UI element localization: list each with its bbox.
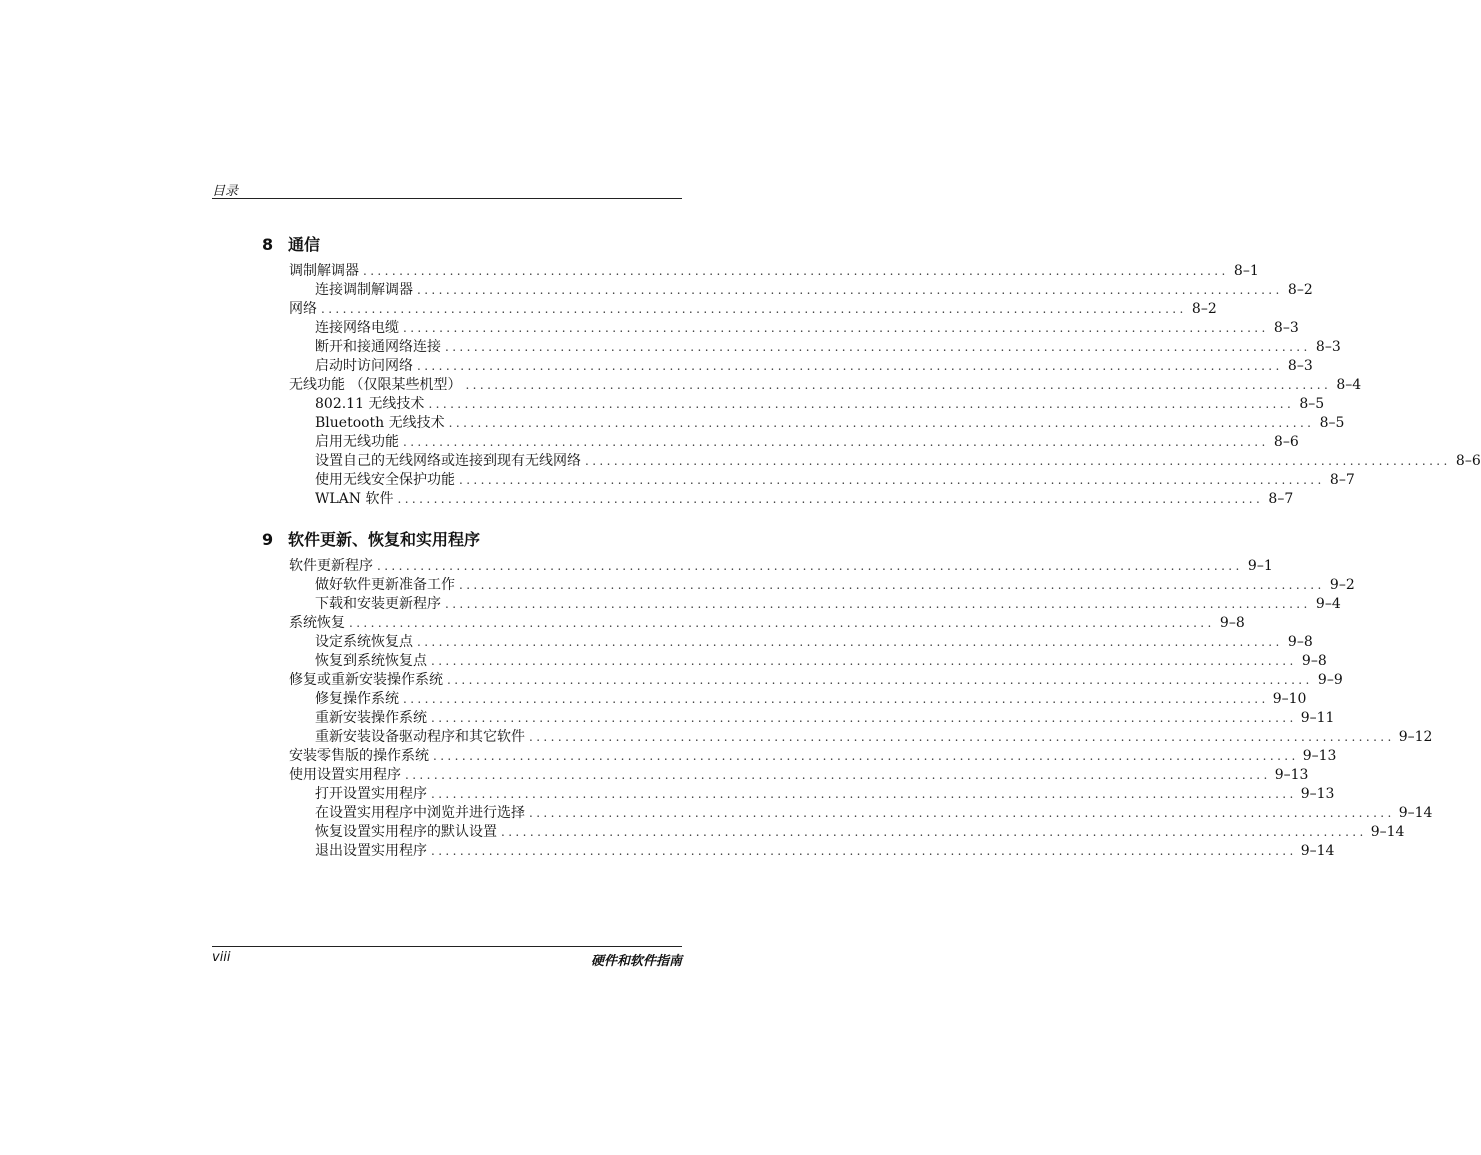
dot-leader: ........................................................................................................................ <box>529 806 1395 820</box>
toc-entry[interactable] <box>289 319 1299 338</box>
dot-leader: ........................................................................................................................ <box>363 264 1229 278</box>
toc-entry-page: 9–2 <box>1329 577 1355 593</box>
dot-leader: ........................................................................................................................ <box>501 825 1367 839</box>
header-divider <box>212 198 682 199</box>
footer-divider <box>212 946 682 947</box>
toc-entry-page: 9–9 <box>1317 672 1343 688</box>
chapter-title: 软件更新、恢复和实用程序 <box>288 530 481 549</box>
toc-entry[interactable] <box>289 262 1259 281</box>
chapter-title: 通信 <box>288 235 321 254</box>
toc-entry-title: 使用无线安全保护功能 <box>315 472 455 488</box>
toc-entry-title: 网络 <box>289 301 317 317</box>
toc-entry-page: 8–3 <box>1287 358 1313 374</box>
dot-leader: ........................................................................................................................ <box>403 321 1269 335</box>
toc-entry[interactable] <box>289 766 1309 785</box>
toc-entry[interactable] <box>289 576 1355 595</box>
toc-entry-page: 9–10 <box>1272 691 1307 707</box>
toc-entry[interactable] <box>289 357 1313 376</box>
toc-entry-page: 9–8 <box>1287 634 1313 650</box>
toc-entry[interactable] <box>289 433 1299 452</box>
toc-entry-title: Bluetooth 无线技术 <box>315 415 445 431</box>
toc-entry-title: WLAN 软件 <box>315 491 394 507</box>
toc-entry-page: 8–5 <box>1299 396 1325 412</box>
toc-entry-title: 重新安装操作系统 <box>315 710 427 726</box>
toc-entry[interactable] <box>289 414 1345 433</box>
toc-entry-page: 8–7 <box>1268 491 1294 507</box>
toc-entry-page: 8–6 <box>1273 434 1299 450</box>
dot-leader: ........................................................................................................................ <box>405 768 1271 782</box>
dot-leader: ........................................................................................................................ <box>321 302 1187 316</box>
toc-entry-title: 连接网络电缆 <box>315 320 399 336</box>
dot-leader: ........................................................................................................................ <box>428 397 1295 411</box>
toc-entry-page: 9–8 <box>1301 653 1327 669</box>
toc-entry-page: 8–4 <box>1336 377 1362 393</box>
toc-entry-page: 9–4 <box>1315 596 1341 612</box>
dot-leader: ........................................................................................................................ <box>459 473 1325 487</box>
toc-entry-page: 8–1 <box>1233 263 1259 279</box>
toc-entry-title: 无线功能 （仅限某些机型） <box>289 377 462 393</box>
dot-leader: ........................................................................................................................ <box>431 844 1297 858</box>
toc-entry-title: 调制解调器 <box>289 263 359 279</box>
toc-entry-title: 断开和接通网络连接 <box>315 339 441 355</box>
toc-entry[interactable] <box>289 614 1245 633</box>
toc-entry[interactable] <box>289 728 1433 747</box>
toc-entry-page: 8–5 <box>1319 415 1345 431</box>
toc-entry-page: 9–13 <box>1302 748 1337 764</box>
toc-entry[interactable] <box>289 281 1313 300</box>
toc-entry-title: 退出设置实用程序 <box>315 843 427 859</box>
toc-entry-title: 启用无线功能 <box>315 434 399 450</box>
toc-entry-title: 使用设置实用程序 <box>289 767 401 783</box>
dot-leader: ........................................................................................................................ <box>403 692 1269 706</box>
toc-entry-page: 9–12 <box>1398 729 1433 745</box>
toc-entry-page: 8–3 <box>1273 320 1299 336</box>
toc-entry[interactable] <box>289 709 1335 728</box>
dot-leader: ........................................................................................................................ <box>448 416 1315 430</box>
toc-entry-title: 设定系统恢复点 <box>315 634 413 650</box>
dot-leader: ........................................................................................................................ <box>403 435 1269 449</box>
dot-leader: ........................................................................................................................ <box>431 711 1297 725</box>
toc-entry-title: 恢复设置实用程序的默认设置 <box>315 824 497 840</box>
toc-entry[interactable] <box>289 300 1217 319</box>
toc-entry-title: 下载和安装更新程序 <box>315 596 441 612</box>
toc-entry-title: 打开设置实用程序 <box>315 786 427 802</box>
toc-entry-title: 修复操作系统 <box>315 691 399 707</box>
toc-entry-title: 连接调制解调器 <box>315 282 413 298</box>
toc-entry-page: 9–14 <box>1398 805 1433 821</box>
toc-entry[interactable] <box>289 471 1355 490</box>
toc-entry-title: 设置自己的无线网络或连接到现有无线网络 <box>315 453 581 469</box>
toc-entry[interactable] <box>289 747 1337 766</box>
toc-entry-page: 8–2 <box>1191 301 1217 317</box>
dot-leader: ........................................................................................................................ <box>417 635 1283 649</box>
page-header-label: 目录 <box>212 184 239 199</box>
dot-leader: ........................................................................................................................ <box>465 378 1332 392</box>
toc-entry-page: 9–14 <box>1370 824 1405 840</box>
chapter-number: 8 <box>262 235 274 254</box>
toc-entry-title: 启动时访问网络 <box>315 358 413 374</box>
dot-leader: ........................................................................................................................ <box>417 359 1283 373</box>
dot-leader: ........................................................................................................................ <box>459 578 1325 592</box>
toc-entry[interactable] <box>289 823 1405 842</box>
toc-entry-title: 软件更新程序 <box>289 558 373 574</box>
toc-entry[interactable] <box>289 671 1343 690</box>
dot-leader: ........................................................................................................................ <box>585 454 1451 468</box>
toc-entry-title: 在设置实用程序中浏览并进行选择 <box>315 805 525 821</box>
toc-entry[interactable] <box>289 785 1335 804</box>
dot-leader: ........................................................................................................................ <box>417 283 1283 297</box>
dot-leader: ........................................................................................................................ <box>433 749 1299 763</box>
dot-leader: ........................................................................................................................ <box>397 492 1264 506</box>
toc-entry[interactable] <box>289 690 1307 709</box>
toc-entry-title: 安装零售版的操作系统 <box>289 748 429 764</box>
toc-entry[interactable] <box>289 376 1362 395</box>
toc-entry[interactable] <box>289 633 1313 652</box>
toc-entry-page: 8–2 <box>1287 282 1313 298</box>
toc-entry-title: 做好软件更新准备工作 <box>315 577 455 593</box>
toc-entry[interactable] <box>289 490 1294 509</box>
toc-entry[interactable] <box>289 452 1481 471</box>
dot-leader: ........................................................................................................................ <box>529 730 1395 744</box>
dot-leader: ........................................................................................................................ <box>431 654 1297 668</box>
toc-entry-title: 修复或重新安装操作系统 <box>289 672 443 688</box>
toc-entry[interactable] <box>289 804 1433 823</box>
dot-leader: ........................................................................................................................ <box>377 559 1243 573</box>
dot-leader: ........................................................................................................................ <box>431 787 1297 801</box>
toc-entry-title: 恢复到系统恢复点 <box>315 653 427 669</box>
toc-entry-page: 9–13 <box>1274 767 1309 783</box>
toc-entry-title: 重新安装设备驱动程序和其它软件 <box>315 729 525 745</box>
toc-entry-page: 9–1 <box>1247 558 1273 574</box>
toc-entry[interactable] <box>289 395 1325 414</box>
toc-list <box>289 557 1433 861</box>
toc-entry[interactable] <box>289 595 1341 614</box>
dot-leader: ........................................................................................................................ <box>349 616 1215 630</box>
footer-book-title: 硬件和软件指南 <box>590 954 682 969</box>
toc-entry-page: 8–7 <box>1329 472 1355 488</box>
toc-entry-page: 9–11 <box>1300 710 1335 726</box>
dot-leader: ........................................................................................................................ <box>445 340 1311 354</box>
toc-entry-title: 802.11 无线技术 <box>315 396 425 412</box>
toc-entry-title: 系统恢复 <box>289 615 345 631</box>
toc-entry[interactable] <box>289 338 1341 357</box>
toc-entry[interactable] <box>289 557 1273 576</box>
toc-entry[interactable] <box>289 652 1327 671</box>
toc-entry-page: 9–14 <box>1300 843 1335 859</box>
toc-entry-page: 8–6 <box>1455 453 1481 469</box>
toc-entry-page: 8–3 <box>1315 339 1341 355</box>
toc-entry-page: 9–8 <box>1219 615 1245 631</box>
chapter-heading <box>262 232 320 255</box>
dot-leader: ........................................................................................................................ <box>447 673 1313 687</box>
dot-leader: ........................................................................................................................ <box>445 597 1311 611</box>
toc-entry[interactable] <box>289 842 1335 861</box>
chapter-heading <box>262 527 480 550</box>
chapter-number: 9 <box>262 530 274 549</box>
toc-list <box>289 262 1481 509</box>
toc-entry-page: 9–13 <box>1300 786 1335 802</box>
footer-page-number: viii <box>212 950 231 965</box>
